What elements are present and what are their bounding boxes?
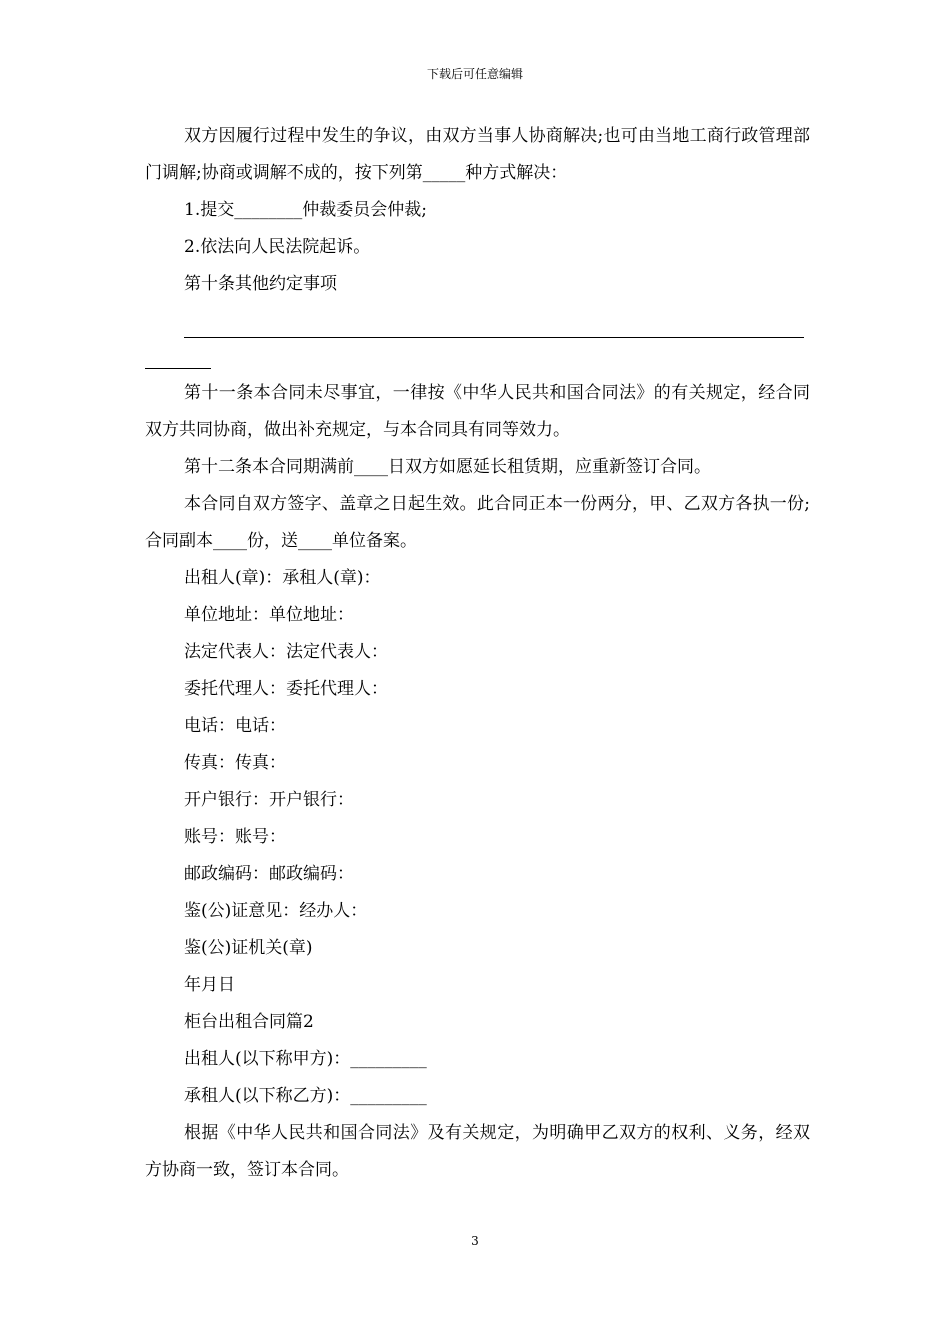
page-header: 下载后可任意编辑 [426,67,523,81]
signature-bank: 开户银行：开户银行： [184,790,354,810]
document-body [145,118,810,1189]
paragraph-arbitration: 1.提交________仲裁委员会仲裁; [184,200,427,220]
notary-opinion: 鉴(公)证意见：经办人： [184,901,368,921]
fill-in-line-long [184,309,804,338]
preamble-paragraph: 根据《中华人民共和国合同法》及有关规定，为明确甲乙双方的权利、义务，经双方协商一致，签订本合同。 [145,1123,810,1180]
notary-office: 鉴(公)证机关(章) [184,938,313,958]
fill-in-line-short [145,346,211,369]
signature-agent: 委托代理人：委托代理人： [184,679,388,699]
page-number: 3 [471,1234,479,1248]
party-a-line: 出租人(以下称甲方)：_________ [184,1049,427,1069]
article-12: 第十二条本合同期满前____日双方如愿延长租赁期，应重新签订合同。 [184,457,711,477]
article-10-heading: 第十条其他约定事项 [184,274,337,294]
paragraph-litigation: 2.依法向人民法院起诉。 [184,237,371,257]
fill-in-line [145,303,810,369]
signature-legal-rep: 法定代表人：法定代表人： [184,642,388,662]
date-line: 年月日 [184,975,235,995]
signature-account: 账号：账号： [184,827,286,847]
section-title-2: 柜台出租合同篇2 [184,1012,314,1032]
signature-phone: 电话：电话： [184,716,286,736]
party-b-line: 承租人(以下称乙方)：_________ [184,1086,427,1106]
signature-lessor-lessee: 出租人(章)：承租人(章)： [184,568,381,588]
article-11: 第十一条本合同未尽事宜，一律按《中华人民共和国合同法》的有关规定，经合同双方共同协商，做出补充规定，与本合同具有同等效力。 [145,383,810,440]
signature-address: 单位地址：单位地址： [184,605,354,625]
paragraph-effective: 本合同自双方签字、盖章之日起生效。此合同正本一份两分，甲、乙双方各执一份;合同副本____份，送____单位备案。 [145,494,810,551]
signature-fax: 传真：传真： [184,753,286,773]
signature-postcode: 邮政编码：邮政编码： [184,864,354,884]
paragraph-dispute: 双方因履行过程中发生的争议，由双方当事人协商解决;也可由当地工商行政管理部门调解;协商或调解不成的，按下列第_____种方式解决： [145,126,810,183]
